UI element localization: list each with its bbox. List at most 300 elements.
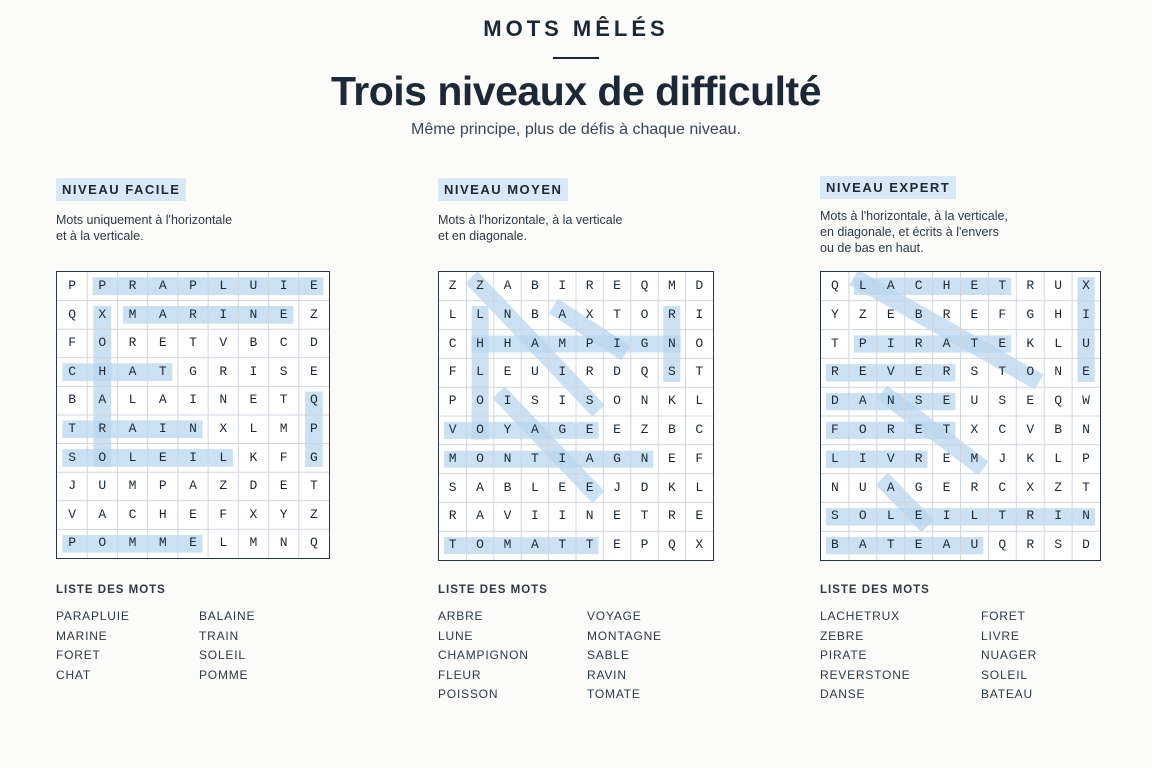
grid-letter[interactable]: E: [970, 278, 979, 293]
grid-letter[interactable]: H: [942, 278, 951, 293]
grid-letter[interactable]: I: [189, 392, 197, 408]
grid-letter[interactable]: Q: [1054, 393, 1063, 409]
grid-letter[interactable]: R: [189, 306, 197, 322]
grid-letter[interactable]: U: [970, 393, 979, 409]
grid-letter[interactable]: P: [189, 278, 197, 293]
grid-letter[interactable]: F: [998, 306, 1007, 322]
grid-letter[interactable]: D: [249, 478, 258, 494]
grid-letter[interactable]: L: [476, 306, 484, 322]
grid-letter[interactable]: M: [279, 421, 288, 436]
grid-letter[interactable]: O: [476, 450, 484, 466]
grid-letter[interactable]: R: [585, 278, 594, 293]
grid-letter[interactable]: J: [68, 478, 77, 494]
grid-letter[interactable]: E: [585, 422, 594, 437]
grid-letter[interactable]: B: [503, 479, 512, 495]
grid-letter[interactable]: I: [858, 450, 867, 466]
grid-letter[interactable]: Z: [309, 306, 318, 322]
grid-letter[interactable]: E: [914, 508, 923, 524]
grid-letter[interactable]: L: [448, 306, 457, 322]
grid-letter[interactable]: I: [1082, 306, 1090, 322]
grid-letter[interactable]: T: [942, 422, 951, 437]
grid-letter[interactable]: B: [831, 537, 839, 553]
grid-letter[interactable]: M: [667, 278, 676, 293]
grid-letter[interactable]: Y: [279, 506, 288, 522]
grid-letter[interactable]: M: [503, 537, 512, 553]
grid-letter[interactable]: E: [309, 278, 318, 293]
grid-letter[interactable]: Q: [309, 392, 318, 408]
grid-letter[interactable]: N: [249, 306, 258, 322]
grid-letter[interactable]: L: [970, 508, 979, 524]
grid-letter[interactable]: E: [613, 422, 621, 437]
grid-letter[interactable]: G: [914, 479, 923, 495]
grid-letter[interactable]: T: [998, 508, 1007, 524]
grid-letter[interactable]: X: [1026, 479, 1035, 495]
grid-letter[interactable]: H: [503, 335, 512, 351]
grid-letter[interactable]: B: [1054, 422, 1063, 437]
grid-letter[interactable]: I: [279, 278, 288, 293]
grid-letter[interactable]: T: [998, 278, 1007, 293]
grid-letter[interactable]: O: [640, 306, 649, 322]
grid-letter[interactable]: E: [613, 278, 621, 293]
grid-letter[interactable]: T: [68, 421, 77, 436]
grid-letter[interactable]: A: [886, 278, 895, 293]
grid-letter[interactable]: E: [886, 306, 895, 322]
grid-letter[interactable]: P: [640, 537, 649, 553]
grid-letter[interactable]: I: [530, 508, 539, 524]
grid-letter[interactable]: A: [858, 393, 867, 409]
word-item: DANSE: [820, 687, 866, 701]
grid-letter[interactable]: U: [1054, 278, 1063, 293]
grid-letter[interactable]: F: [68, 335, 77, 351]
grid-letter[interactable]: V: [68, 506, 77, 522]
grid-letter[interactable]: H: [158, 506, 167, 522]
grid-letter[interactable]: I: [558, 450, 567, 466]
grid-letter[interactable]: R: [585, 364, 594, 380]
grid-letter[interactable]: T: [998, 364, 1007, 380]
grid-letter[interactable]: Z: [476, 278, 484, 293]
grid-letter[interactable]: Q: [667, 537, 676, 553]
grid-letter[interactable]: T: [558, 537, 567, 553]
grid-letter[interactable]: E: [279, 306, 288, 322]
grid-letter[interactable]: A: [942, 537, 951, 553]
grid-letter[interactable]: A: [530, 537, 539, 553]
grid-letter[interactable]: N: [219, 392, 228, 408]
grid-letter[interactable]: G: [613, 450, 621, 466]
grid-letter[interactable]: N: [1082, 422, 1090, 437]
grid-letter[interactable]: E: [503, 364, 512, 380]
grid-letter[interactable]: L: [831, 450, 839, 466]
grid-letter[interactable]: S: [68, 449, 77, 465]
grid-letter[interactable]: H: [476, 335, 484, 351]
grid-letter[interactable]: X: [1082, 278, 1090, 293]
grid-letter[interactable]: P: [68, 535, 77, 551]
grid-letter[interactable]: L: [695, 393, 704, 409]
grid-letter[interactable]: A: [98, 506, 107, 522]
grid-letter[interactable]: R: [942, 364, 951, 380]
grid-letter[interactable]: N: [640, 450, 649, 466]
grid-letter[interactable]: Z: [1054, 479, 1063, 495]
grid-letter[interactable]: B: [914, 306, 923, 322]
grid-letter[interactable]: O: [98, 535, 107, 551]
grid-letter[interactable]: S: [831, 508, 839, 524]
grid-letter[interactable]: T: [189, 335, 197, 351]
grid-letter[interactable]: Q: [831, 278, 839, 293]
grid-letter[interactable]: Z: [219, 478, 228, 494]
grid-letter[interactable]: J: [613, 479, 621, 495]
grid-letter[interactable]: A: [128, 363, 137, 379]
grid-letter[interactable]: S: [998, 393, 1007, 409]
grid-letter[interactable]: D: [1082, 537, 1090, 553]
grid-letter[interactable]: I: [158, 421, 167, 436]
grid-letter[interactable]: S: [914, 393, 923, 409]
grid-letter[interactable]: K: [667, 479, 676, 495]
grid-letter[interactable]: C: [279, 335, 288, 351]
grid-letter[interactable]: F: [831, 422, 839, 437]
grid-letter[interactable]: C: [998, 422, 1007, 437]
grid-letter[interactable]: T: [309, 478, 318, 494]
grid-letter[interactable]: C: [914, 278, 923, 293]
grid-letter[interactable]: N: [503, 306, 512, 322]
grid-letter[interactable]: M: [128, 535, 137, 551]
grid-letter[interactable]: R: [831, 364, 839, 380]
grid-letter[interactable]: X: [585, 306, 594, 322]
grid-letter[interactable]: W: [1082, 393, 1090, 409]
grid-letter[interactable]: I: [558, 364, 567, 380]
grid-letter[interactable]: A: [585, 450, 594, 466]
grid-letter[interactable]: A: [476, 479, 484, 495]
grid-letter[interactable]: E: [914, 364, 923, 380]
grid-letter[interactable]: O: [1026, 364, 1035, 380]
grid-letter[interactable]: R: [128, 335, 137, 351]
grid-letter[interactable]: A: [558, 306, 567, 322]
grid-letter[interactable]: T: [530, 450, 539, 466]
grid-letter[interactable]: V: [448, 422, 457, 437]
grid-letter[interactable]: V: [1026, 422, 1035, 437]
grid-letter[interactable]: O: [695, 335, 704, 351]
grid-letter[interactable]: E: [558, 479, 567, 495]
grid-letter[interactable]: I: [942, 508, 951, 524]
grid-letter[interactable]: V: [886, 450, 895, 466]
grid-letter[interactable]: X: [219, 421, 228, 436]
grid-letter[interactable]: R: [1026, 278, 1035, 293]
grid-letter[interactable]: O: [476, 537, 484, 553]
grid-letter[interactable]: F: [279, 449, 288, 465]
grid-letter[interactable]: X: [970, 422, 979, 437]
grid-letter[interactable]: C: [128, 506, 137, 522]
grid-letter[interactable]: O: [613, 393, 621, 409]
grid-letter[interactable]: R: [98, 421, 107, 436]
grid-letter[interactable]: E: [914, 422, 923, 437]
grid-letter[interactable]: R: [1026, 508, 1035, 524]
grid-letter[interactable]: A: [942, 335, 951, 351]
grid-letter[interactable]: S: [1054, 537, 1063, 553]
grid-letter[interactable]: R: [886, 422, 895, 437]
grid-letter[interactable]: E: [695, 508, 704, 524]
grid-letter[interactable]: M: [128, 306, 137, 322]
grid-letter[interactable]: I: [558, 393, 567, 409]
grid-letter[interactable]: O: [476, 422, 484, 437]
grid-letter[interactable]: A: [503, 278, 512, 293]
grid-letter[interactable]: K: [1026, 450, 1035, 466]
grid-letter[interactable]: O: [858, 422, 867, 437]
grid-letter[interactable]: Q: [998, 537, 1007, 553]
grid-letter[interactable]: E: [309, 363, 318, 379]
grid-letter[interactable]: E: [279, 478, 288, 494]
grid-letter[interactable]: N: [831, 479, 839, 495]
grid-letter[interactable]: E: [942, 393, 951, 409]
grid-letter[interactable]: P: [585, 335, 594, 351]
grid-letter[interactable]: Z: [309, 506, 318, 522]
grid-letter[interactable]: L: [219, 449, 228, 465]
grid-letter[interactable]: N: [189, 421, 197, 436]
grid-letter[interactable]: E: [1082, 364, 1090, 380]
grid-letter[interactable]: I: [1054, 508, 1063, 524]
grid-letter[interactable]: E: [189, 506, 197, 522]
grid-letter[interactable]: E: [998, 335, 1007, 351]
grid-letter[interactable]: Q: [309, 535, 318, 551]
grid-letter[interactable]: S: [970, 364, 979, 380]
grid-letter[interactable]: E: [667, 450, 676, 466]
grid-letter[interactable]: S: [448, 479, 457, 495]
grid-letter[interactable]: A: [189, 478, 197, 494]
grid-letter[interactable]: A: [98, 392, 107, 408]
grid-letter[interactable]: L: [1054, 335, 1063, 351]
grid-letter[interactable]: R: [914, 335, 923, 351]
grid-letter[interactable]: H: [1054, 306, 1063, 322]
grid-letter[interactable]: Q: [640, 278, 649, 293]
grid-letter[interactable]: L: [219, 278, 228, 293]
grid-letter[interactable]: E: [585, 479, 594, 495]
word-list-label: LISTE DES MOTS: [820, 584, 930, 596]
grid-letter[interactable]: O: [98, 335, 107, 351]
grid-letter[interactable]: N: [585, 508, 594, 524]
grid-letter[interactable]: P: [448, 393, 457, 409]
grid-letter[interactable]: R: [1026, 537, 1035, 553]
grid-letter[interactable]: P: [1082, 450, 1090, 466]
grid-letter[interactable]: I: [503, 393, 512, 409]
grid-letter[interactable]: D: [309, 335, 318, 351]
grid-letter[interactable]: B: [530, 306, 539, 322]
grid-letter[interactable]: Y: [503, 422, 512, 437]
grid-letter[interactable]: L: [530, 479, 539, 495]
grid-letter[interactable]: E: [914, 537, 923, 553]
grid-letter[interactable]: I: [695, 306, 704, 322]
grid-letter[interactable]: K: [667, 393, 676, 409]
grid-letter[interactable]: N: [886, 393, 895, 409]
description-line: Mots à l'horizontale, à la verticale,: [820, 209, 1008, 223]
grid-letter[interactable]: E: [249, 392, 258, 408]
grid-letter[interactable]: L: [886, 508, 895, 524]
grid-letter[interactable]: P: [158, 478, 167, 494]
grid-letter[interactable]: G: [1026, 306, 1035, 322]
grid-letter[interactable]: I: [886, 335, 895, 351]
grid-letter[interactable]: E: [158, 449, 167, 465]
grid-letter[interactable]: T: [1082, 479, 1090, 495]
grid-letter[interactable]: L: [1054, 450, 1063, 466]
grid-letter[interactable]: O: [858, 508, 867, 524]
grid-letter[interactable]: D: [695, 278, 704, 293]
grid-letter[interactable]: D: [640, 479, 649, 495]
grid-letter[interactable]: S: [279, 363, 288, 379]
grid-letter[interactable]: E: [158, 335, 167, 351]
grid-letter[interactable]: I: [613, 335, 621, 351]
grid-letter[interactable]: R: [448, 508, 457, 524]
grid-letter[interactable]: M: [158, 535, 167, 551]
grid-letter[interactable]: C: [68, 363, 77, 379]
grid-letter[interactable]: E: [613, 508, 621, 524]
grid-letter[interactable]: R: [970, 479, 979, 495]
grid-letter[interactable]: T: [448, 537, 457, 553]
grid-letter[interactable]: G: [189, 363, 197, 379]
grid-letter[interactable]: V: [886, 364, 895, 380]
grid-letter[interactable]: S: [530, 393, 539, 409]
grid-letter[interactable]: C: [695, 422, 704, 437]
grid-letter[interactable]: Z: [858, 306, 867, 322]
grid-letter[interactable]: G: [640, 335, 649, 351]
grid-letter[interactable]: T: [886, 537, 895, 553]
grid-letter[interactable]: Z: [640, 422, 649, 437]
grid-letter[interactable]: T: [970, 335, 979, 351]
grid-letter[interactable]: R: [942, 306, 951, 322]
grid-letter[interactable]: E: [942, 450, 951, 466]
grid-letter[interactable]: Q: [640, 364, 649, 380]
grid-letter[interactable]: A: [858, 537, 867, 553]
grid-letter[interactable]: I: [249, 363, 258, 379]
grid-letter[interactable]: U: [1082, 335, 1090, 351]
word-item: LUNE: [438, 628, 474, 643]
grid-letter[interactable]: D: [613, 364, 621, 380]
grid-letter[interactable]: A: [158, 392, 167, 408]
grid-letter[interactable]: S: [667, 364, 676, 380]
grid-letter[interactable]: T: [695, 364, 704, 380]
grid-letter[interactable]: X: [98, 306, 107, 322]
grid-letter[interactable]: N: [640, 393, 649, 409]
grid-letter[interactable]: B: [68, 392, 77, 408]
grid-letter[interactable]: N: [279, 535, 288, 551]
grid-letter[interactable]: Q: [68, 306, 77, 322]
grid-letter[interactable]: D: [831, 393, 839, 409]
grid-letter[interactable]: L: [128, 392, 137, 408]
grid-letter[interactable]: R: [219, 363, 228, 379]
grid-letter[interactable]: U: [530, 364, 539, 380]
grid-letter[interactable]: A: [530, 335, 539, 351]
grid-letter[interactable]: R: [914, 450, 923, 466]
grid-letter[interactable]: N: [667, 335, 676, 351]
grid-letter[interactable]: R: [667, 306, 676, 322]
grid-letter[interactable]: P: [309, 421, 318, 436]
grid-letter[interactable]: J: [998, 450, 1007, 466]
grid-letter[interactable]: E: [970, 306, 979, 322]
grid-letter[interactable]: A: [158, 306, 167, 322]
grid-letter[interactable]: T: [613, 306, 621, 322]
grid-letter[interactable]: N: [503, 450, 512, 466]
grid-letter[interactable]: S: [585, 393, 594, 409]
grid-letter[interactable]: L: [858, 278, 867, 293]
grid-letter[interactable]: N: [1082, 508, 1090, 524]
grid-letter[interactable]: A: [886, 479, 895, 495]
grid-letter[interactable]: F: [448, 364, 457, 380]
grid-letter[interactable]: F: [219, 506, 228, 522]
grid-letter[interactable]: A: [476, 508, 484, 524]
word-list-col2: [587, 607, 662, 705]
grid-letter[interactable]: E: [613, 537, 621, 553]
grid-letter[interactable]: Z: [448, 278, 457, 293]
grid-letter[interactable]: C: [998, 479, 1007, 495]
grid-letter[interactable]: T: [640, 508, 649, 524]
grid-letter[interactable]: M: [448, 450, 457, 466]
grid-letter[interactable]: E: [189, 535, 197, 551]
grid-letter[interactable]: E: [1026, 393, 1035, 409]
grid-letter[interactable]: N: [1054, 364, 1063, 380]
grid-letter[interactable]: L: [128, 449, 137, 465]
grid-letter[interactable]: E: [858, 364, 867, 380]
grid-letter[interactable]: B: [530, 278, 539, 293]
grid-letter[interactable]: M: [558, 335, 567, 351]
grid-letter[interactable]: P: [98, 278, 107, 293]
grid-letter[interactable]: U: [970, 537, 979, 553]
grid-letter[interactable]: B: [667, 422, 676, 437]
grid-letter[interactable]: P: [68, 278, 77, 293]
grid-letter[interactable]: X: [249, 506, 258, 522]
grid-letter[interactable]: L: [219, 535, 228, 551]
grid-letter[interactable]: M: [128, 478, 137, 494]
grid-letter[interactable]: K: [249, 449, 258, 465]
grid-letter[interactable]: X: [695, 537, 704, 553]
grid-letter[interactable]: L: [476, 364, 484, 380]
grid-letter[interactable]: U: [858, 479, 867, 495]
grid-letter[interactable]: Y: [831, 306, 839, 322]
title-divider: [553, 57, 599, 59]
grid-letter[interactable]: M: [249, 535, 258, 551]
grid-letter[interactable]: O: [476, 393, 484, 409]
grid-letter[interactable]: I: [558, 278, 567, 293]
grid-letter[interactable]: I: [219, 306, 228, 322]
grid-letter[interactable]: A: [158, 278, 167, 293]
grid-letter[interactable]: V: [219, 335, 228, 351]
grid-letter[interactable]: B: [249, 335, 258, 351]
grid-letter[interactable]: V: [503, 508, 512, 524]
grid-letter[interactable]: T: [158, 363, 167, 379]
grid-letter[interactable]: C: [448, 335, 457, 351]
grid-letter[interactable]: A: [530, 422, 539, 437]
grid-letter[interactable]: H: [98, 363, 107, 379]
grid-letter[interactable]: M: [970, 450, 979, 466]
word-item: VOYAGE: [587, 609, 642, 623]
grid-letter[interactable]: A: [128, 421, 137, 436]
grid-letter[interactable]: G: [558, 422, 567, 437]
grid-letter[interactable]: R: [667, 508, 676, 524]
word-grid: [438, 271, 714, 561]
grid-letter[interactable]: E: [942, 479, 951, 495]
grid-letter[interactable]: K: [1026, 335, 1035, 351]
grid-letter[interactable]: T: [831, 335, 839, 351]
description-line: ou de bas en haut.: [820, 241, 924, 255]
grid-letter[interactable]: I: [558, 508, 567, 524]
grid-letter[interactable]: R: [128, 278, 137, 293]
grid-letter[interactable]: T: [279, 392, 288, 408]
grid-letter[interactable]: L: [249, 421, 258, 436]
grid-letter[interactable]: O: [98, 449, 107, 465]
grid-letter[interactable]: U: [98, 478, 107, 494]
grid-letter[interactable]: T: [585, 537, 594, 553]
grid-letter[interactable]: G: [309, 449, 318, 465]
grid-letter[interactable]: U: [249, 278, 258, 293]
word-list-label: LISTE DES MOTS: [56, 584, 166, 596]
grid-letter[interactable]: I: [189, 449, 197, 465]
grid-letter[interactable]: P: [858, 335, 867, 351]
grid-letter[interactable]: L: [695, 479, 704, 495]
grid-letter[interactable]: F: [695, 450, 704, 466]
